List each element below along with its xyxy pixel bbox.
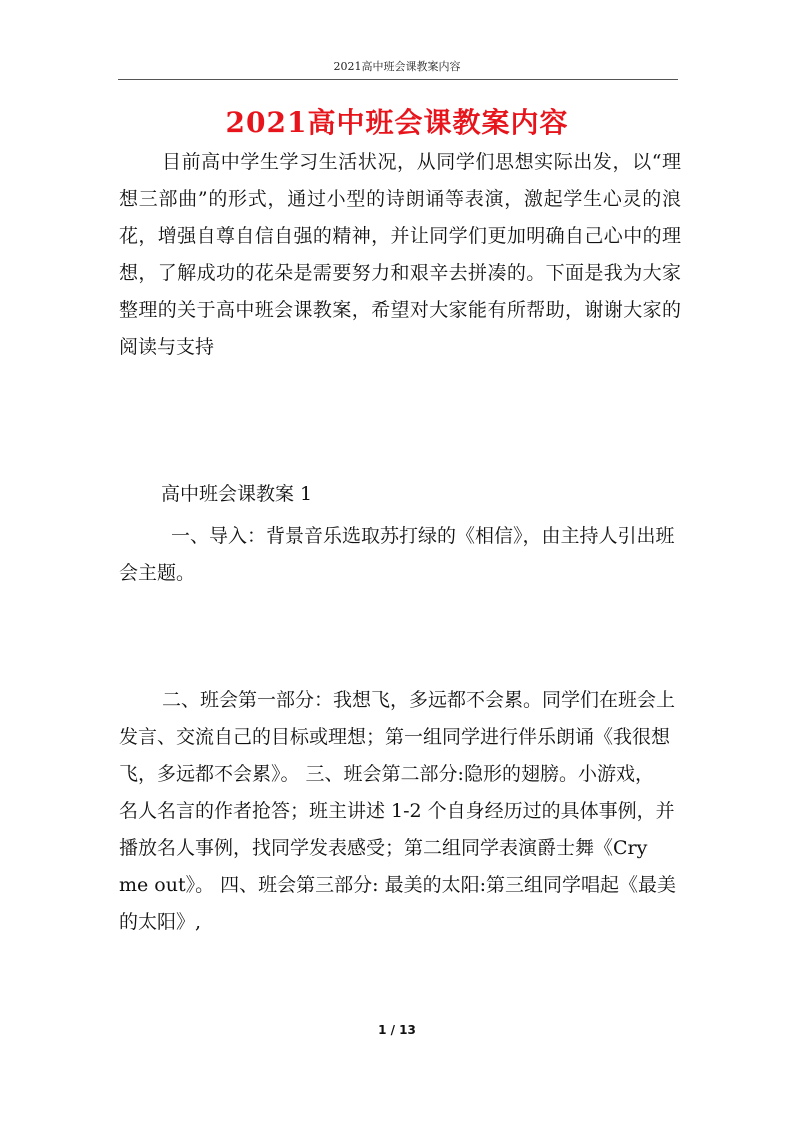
intro-paragraph-block (119, 144, 681, 366)
section-heading: 高中班会课教案 1 (161, 483, 313, 505)
intro-paragraph: 目前高中学生学习生活状况，从同学们思想实际出发，以“理想三部曲”的形式，通过小型的诗朗诵等表演，激起学生心灵的浪花，增强自尊自信自强的精神，并让同学们更加明确自己心中的理想，了解成功的花朵是需要努力和艰辛去拼凑的。下面是我为大家整理的关于高中班会课教案，希望对大家能有所帮助，谢谢大家的阅读与支持 (119, 151, 681, 358)
item1-paragraph: 一、导入：背景音乐选取苏打绿的《相信》，由主持人引出班会主题。 (119, 525, 675, 584)
item1-block (119, 518, 681, 592)
running-header: 2021高中班会课教案内容 (333, 60, 461, 73)
item2-block (119, 682, 681, 941)
document-title: 2021高中班会课教案内容 (225, 106, 569, 139)
item2-paragraph-part2: 名人名言的作者抢答；班主讲述 1-2 个自身经历过的具体事例，并播放名人事例，找同学发表感受；第二组同学表演爵士舞《Cry me out》。 四、班会第三部分: 最美的太阳:第三组同学唱起《最美的太阳》, (119, 800, 676, 933)
header-divider (118, 79, 678, 80)
page-number: 1 / 13 (378, 1023, 416, 1037)
item2-paragraph-part1: 二、班会第一部分：我想飞，多远都不会累。同学们在班会上发言、交流自己的目标或理想；第一组同学进行伴乐朗诵《我很想飞，多远都不会累》。 三、班会第二部分:隐形的翅膀。小游戏， (119, 689, 676, 785)
